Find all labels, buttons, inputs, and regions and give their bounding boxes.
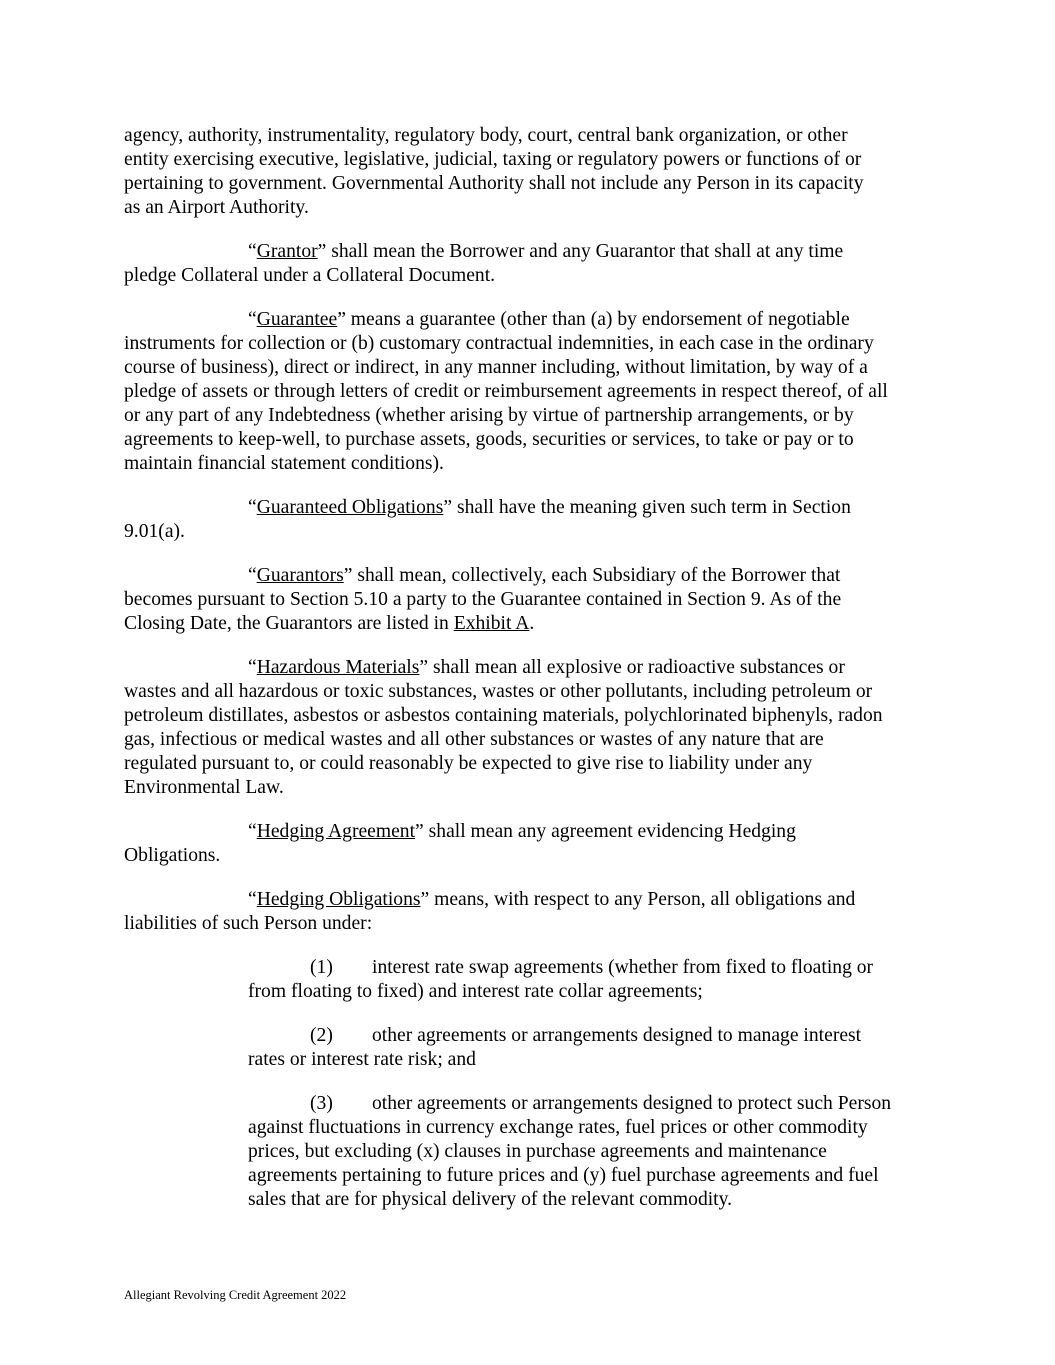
- defined-term: Hazardous Materials: [256, 657, 420, 678]
- definition-guaranteed-obligations: [124, 496, 934, 544]
- defined-term: Guarantee: [256, 309, 338, 330]
- clause-text: other agreements or arrangements designed to manage interest rates or interest rate risk; and: [248, 1025, 862, 1070]
- definition-text: shall mean the Borrower and any Guarantor that shall at any time pledge Collateral under a Collateral Document.: [124, 241, 844, 286]
- defined-term: Guarantors: [256, 565, 344, 586]
- close-quote: ”: [419, 657, 429, 678]
- definition-guarantors: [124, 564, 934, 636]
- close-quote: ”: [443, 497, 453, 518]
- close-quote: ”: [420, 889, 430, 910]
- defined-term: Grantor: [256, 241, 318, 262]
- close-quote: ”: [343, 565, 353, 586]
- open-quote: “: [248, 889, 257, 910]
- definition-hedging-obligations: [124, 888, 934, 936]
- open-quote: “: [248, 657, 257, 678]
- open-quote: “: [248, 241, 257, 262]
- definition-grantor: [124, 240, 934, 288]
- clause-3: [248, 1092, 908, 1212]
- intro-text: agency, authority, instrumentality, regulatory body, court, central bank organization, or other entity exercising executive, legislative, judicial, taxing or regulatory powers or functions of or pertaining to government. Governmental Authority shall not include any Person in its capacity as an Airport Authority.: [124, 125, 864, 218]
- clause-2: [248, 1024, 908, 1072]
- defined-term: Hedging Agreement: [256, 821, 416, 842]
- open-quote: “: [248, 821, 257, 842]
- definition-text: means a guarantee (other than (a) by endorsement of negotiable instruments for collection or (b) customary contractual indemnities, in each case in the ordinary course of business), direct or indirect, in any manner including, without limitation, by way of a pledge of assets or through letters of credit or reimbursement agreements in respect thereof, of all or any part of any Indebtedness (whether arising by virtue of partnership arrangements, or by agreements to keep-well, to purchase assets, goods, securities or services, to take or pay or to maintain financial statement conditions).: [124, 309, 888, 474]
- clause-number: (1): [310, 957, 333, 978]
- close-quote: ”: [415, 821, 424, 842]
- page-footer: Allegiant Revolving Credit Agreement 2022: [124, 1288, 347, 1302]
- definition-text: shall mean all explosive or radioactive substances or wastes and all hazardous or toxic substances, wastes or other pollutants, including petroleum or petroleum distillates, asbestos or asbestos containing materials, polychlorinated biphenyls, radon gas, infectious or medical wastes and all other substances or wastes of any nature that are regulated pursuant to, or could reasonably be expected to give rise to liability under any Environmental Law.: [124, 657, 883, 798]
- definition-text: shall mean, collectively, each Subsidiary of the Borrower that becomes pursuant to Section 5.10 a party to the Guarantee contained in Section 9. As of the Closing Date, the Guarantors are listed in: [124, 565, 842, 634]
- defined-term: Hedging Obligations: [256, 889, 421, 910]
- clause-text: other agreements or arrangements designed to protect such Person against fluctuations in currency exchange rates, fuel prices or other commodity prices, but excluding (x) clauses in purchase agreements and maintenance agreements pertaining to future prices and (y) fuel purchase agreements and fuel sales that are for physical delivery of the relevant commodity.: [248, 1093, 892, 1210]
- open-quote: “: [248, 309, 257, 330]
- exhibit-a-reference: Exhibit A: [453, 613, 530, 634]
- open-quote: “: [248, 497, 257, 518]
- clause-1: [248, 956, 908, 1004]
- clause-number: (2): [310, 1025, 333, 1046]
- definition-tail: .: [529, 613, 535, 634]
- clause-text: interest rate swap agreements (whether from fixed to floating or from floating to fixed) and interest rate collar agreements;: [248, 957, 874, 1002]
- defined-term: Guaranteed Obligations: [256, 497, 444, 518]
- clause-number: (3): [310, 1093, 333, 1114]
- open-quote: “: [248, 565, 257, 586]
- definition-hedging-agreement: [124, 820, 934, 868]
- definition-guarantee: [124, 308, 934, 476]
- definition-text: shall mean any agreement evidencing Hedging Obligations.: [124, 821, 796, 866]
- close-quote: ”: [317, 241, 327, 262]
- intro-paragraph: [124, 124, 934, 220]
- definition-text: means, with respect to any Person, all obligations and liabilities of such Person under:: [124, 889, 856, 934]
- close-quote: ”: [337, 309, 346, 330]
- definition-hazardous-materials: [124, 656, 934, 800]
- definition-text: shall have the meaning given such term in Section 9.01(a).: [124, 497, 851, 542]
- document-body: [124, 124, 934, 1232]
